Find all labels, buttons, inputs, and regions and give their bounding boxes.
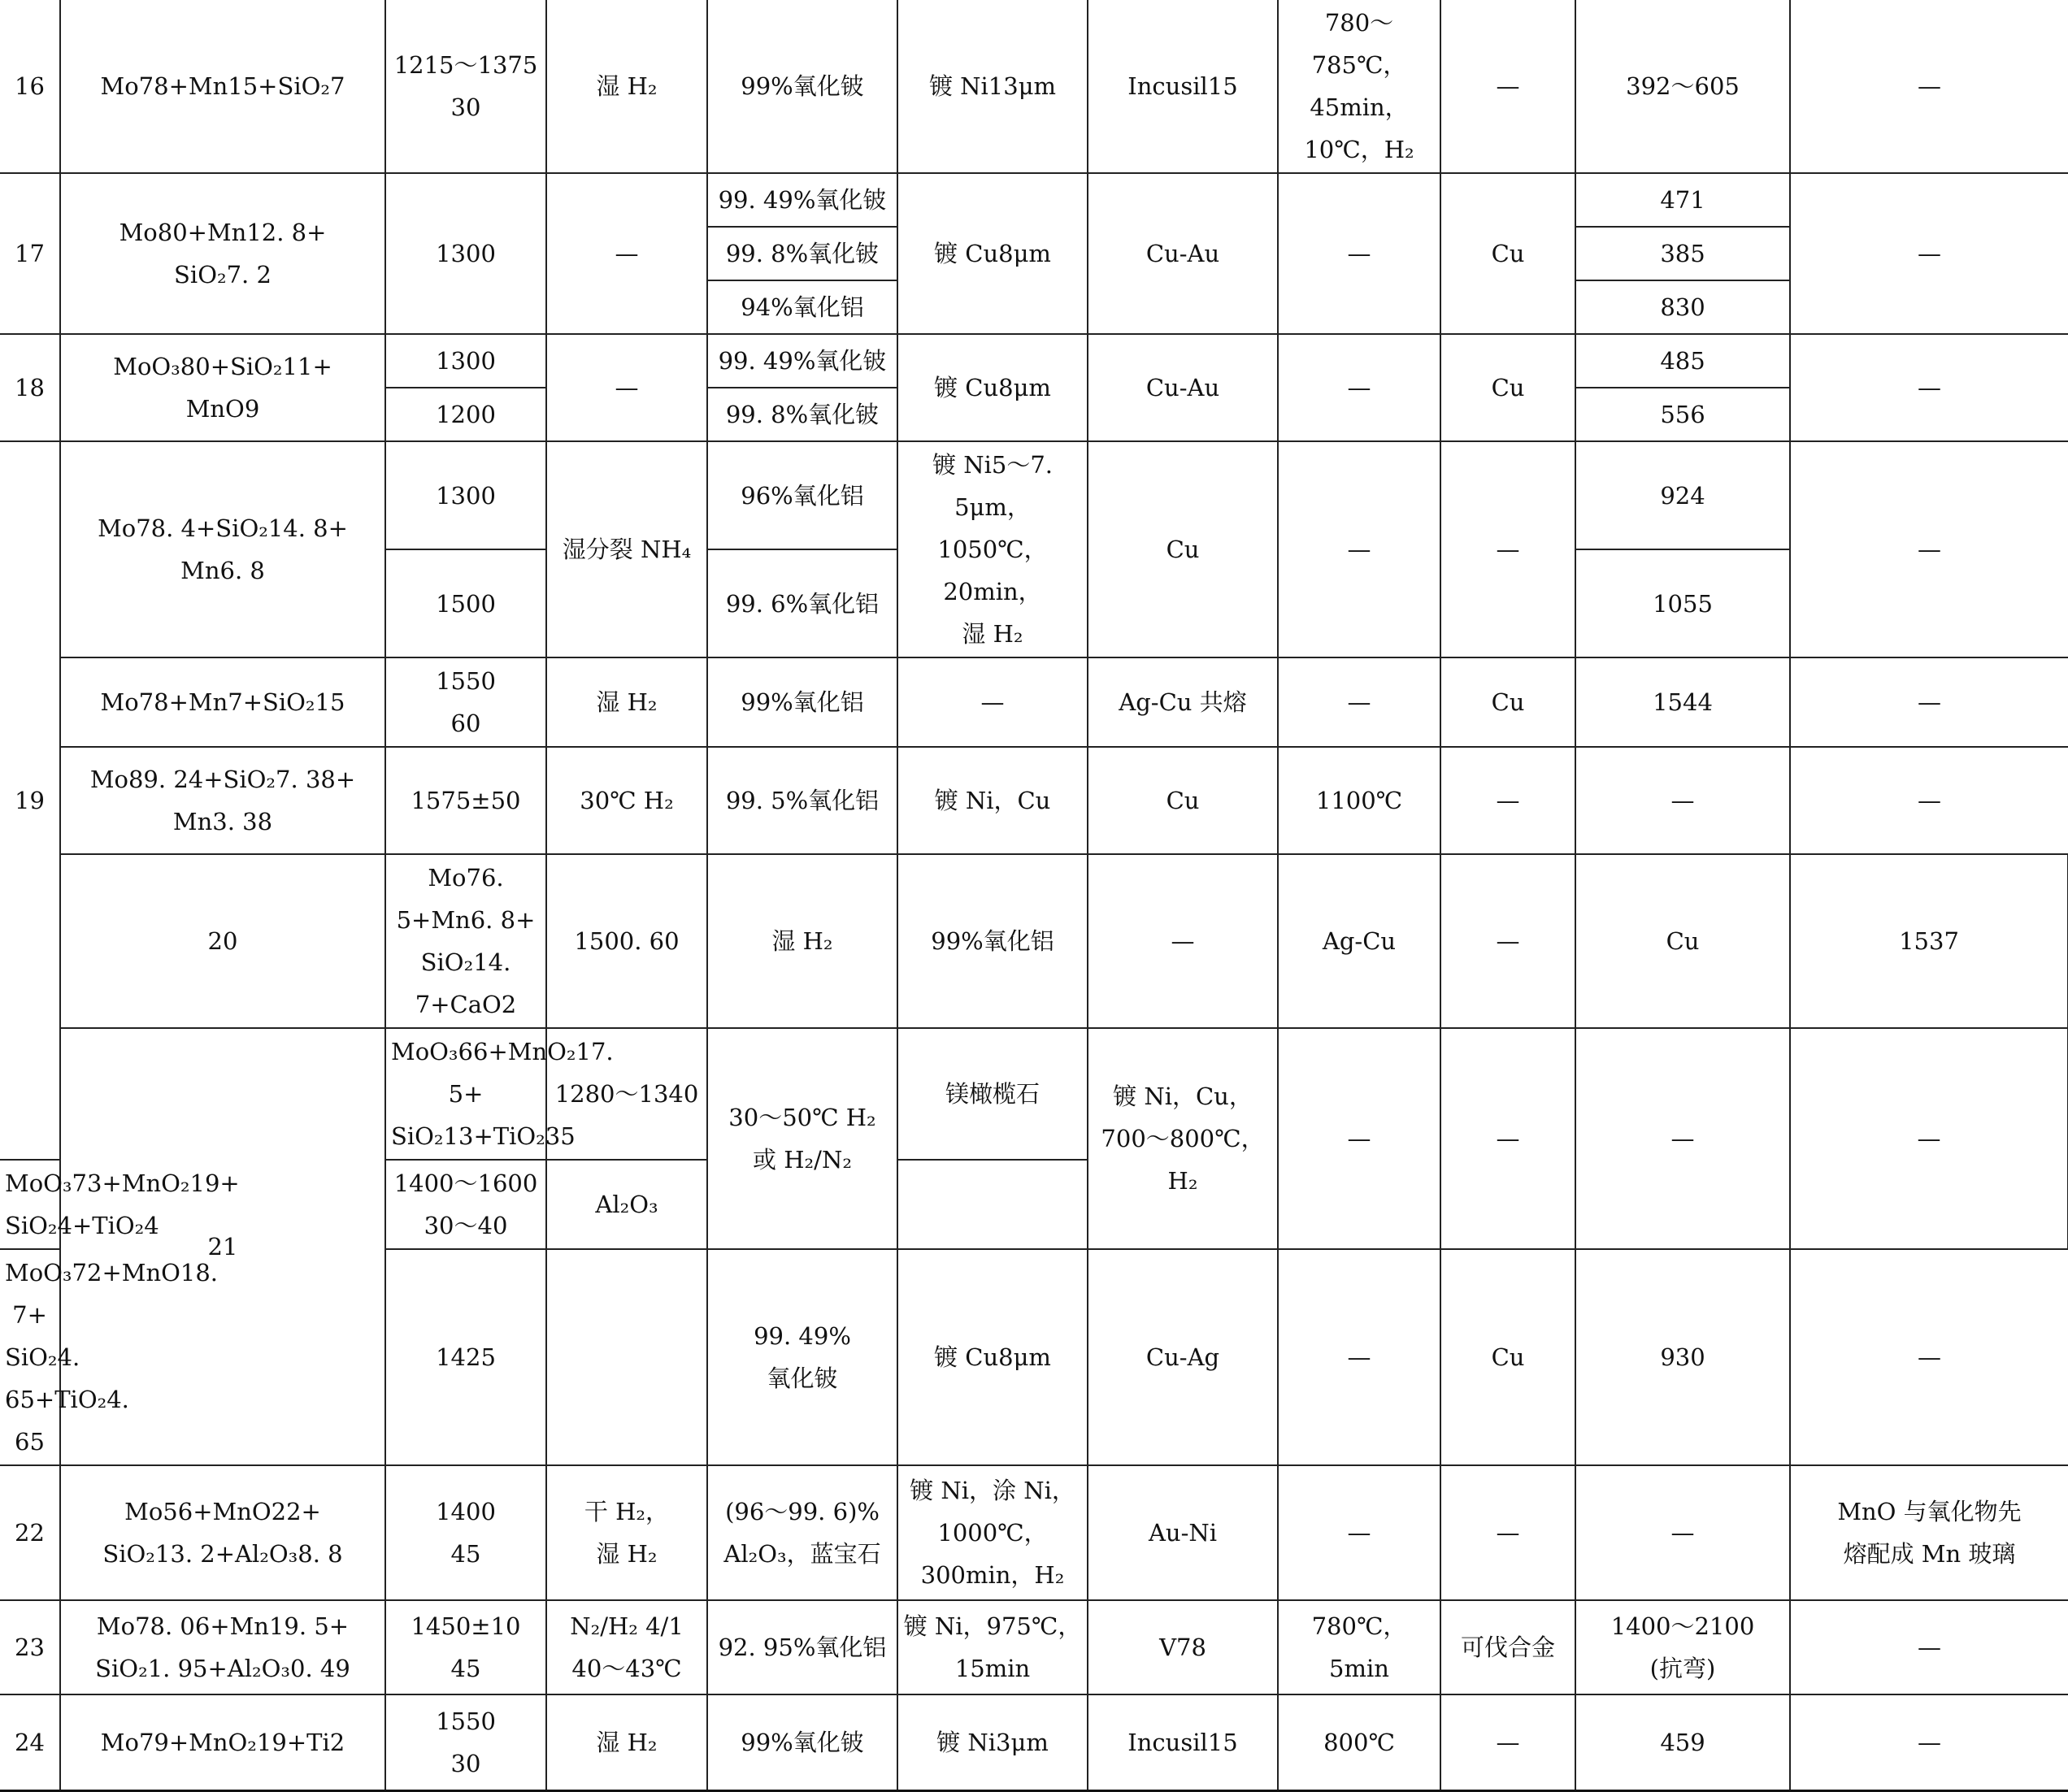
row-number: 24 xyxy=(0,1694,60,1790)
brazing-cell: — xyxy=(1440,1028,1575,1249)
ceramic-cell: (96～99. 6)% Al₂O₃，蓝宝石 xyxy=(707,1465,897,1600)
strength-cell: 1544 xyxy=(1575,657,1790,747)
interlayer-cell: Cu xyxy=(1575,854,1790,1028)
composition-cell: MoO₃80+SiO₂11+ MnO9 xyxy=(60,334,385,441)
table-row xyxy=(0,1600,2068,1694)
sinter-temp-cell: 1400 45 xyxy=(385,1465,546,1600)
sinter-temp-cell: 1450±10 45 xyxy=(385,1600,546,1694)
brazing-cell: 800℃ xyxy=(1278,1694,1440,1790)
table-row xyxy=(0,1465,2068,1600)
plating-cell: 镀 Ni，Cu xyxy=(897,747,1088,854)
strength-cell: — xyxy=(1575,747,1790,854)
strength-cell: — xyxy=(1575,1465,1790,1600)
strength-cell: 930 xyxy=(1575,1249,1790,1465)
ceramic-cell: 99. 49%氧化铍 xyxy=(707,173,897,227)
row-number: 19 xyxy=(0,441,60,1160)
sinter-temp-cell: 1200 xyxy=(385,388,546,441)
strength-cell: 830 xyxy=(1575,280,1790,334)
brazing-cell: 780℃， 5min xyxy=(1278,1600,1440,1694)
sinter-temp-cell: 1425 xyxy=(385,1249,546,1465)
strength-cell: — xyxy=(1790,1028,2068,1249)
composition-cell: MoO₃73+MnO₂19+ SiO₂4+TiO₂4 xyxy=(0,1160,60,1249)
interlayer-cell: Cu xyxy=(1440,334,1575,441)
atmosphere-cell: 湿分裂 NH₄ xyxy=(546,441,707,657)
plating-cell: 镀 Ni，涂 Ni， 1000℃， 300min，H₂ xyxy=(897,1465,1088,1600)
remark-cell: — xyxy=(1790,1600,2068,1694)
solder-cell: Ag-Cu 共熔 xyxy=(1088,657,1278,747)
row-number: 23 xyxy=(0,1600,60,1694)
ceramic-cell: 99. 49% 氧化铍 xyxy=(707,1249,897,1465)
plating-cell: 镀 Cu8μm xyxy=(897,1249,1088,1465)
ceramic-cell: 99. 8%氧化铍 xyxy=(707,227,897,280)
row-number: 18 xyxy=(0,334,60,441)
solder-cell: Au-Ni xyxy=(1088,1465,1278,1600)
composition-cell: Mo78+Mn15+SiO₂7 xyxy=(60,0,385,173)
sinter-temp-cell: 1300 xyxy=(385,334,546,388)
ceramic-cell: 96%氧化铝 xyxy=(707,441,897,549)
strength-cell: 556 xyxy=(1575,388,1790,441)
atmosphere-cell: 湿 H₂ xyxy=(707,854,897,1028)
strength-cell: 1400～2100 (抗弯) xyxy=(1575,1600,1790,1694)
composition-cell: Mo76. 5+Mn6. 8+ SiO₂14. 7+CaO2 xyxy=(385,854,546,1028)
plating-cell: 镀 Ni5～7. 5μm， 1050℃，20min， 湿 H₂ xyxy=(897,441,1088,657)
table-row xyxy=(0,854,2068,1028)
solder-cell: Cu-Ag xyxy=(1088,1249,1278,1465)
composition-cell: Mo89. 24+SiO₂7. 38+ Mn3. 38 xyxy=(60,747,385,854)
solder-cell: Incusil15 xyxy=(1088,0,1278,173)
composition-cell: MoO₃72+MnO18. 7+ SiO₂4. 65+TiO₂4. 65 xyxy=(0,1249,60,1465)
sinter-temp-cell: 1550 30 xyxy=(385,1694,546,1790)
atmosphere-cell: 干 H₂， 湿 H₂ xyxy=(546,1465,707,1600)
sinter-temp-cell: 1575±50 xyxy=(385,747,546,854)
row-number: 21 xyxy=(60,1028,385,1465)
sinter-temp-cell: 1500 xyxy=(385,549,546,657)
plating-cell: 镀 Cu8μm xyxy=(897,173,1088,334)
atmosphere-cell: 湿 H₂ xyxy=(546,1694,707,1790)
composition-cell: MoO₃66+MnO₂17. 5+ SiO₂13+TiO₂35 xyxy=(385,1028,546,1160)
brazing-cell: — xyxy=(1278,441,1440,657)
row-number: 17 xyxy=(0,173,60,334)
brazing-cell: — xyxy=(1278,1465,1440,1600)
solder-cell: Cu-Au xyxy=(1088,334,1278,441)
interlayer-cell: — xyxy=(1440,747,1575,854)
strength-cell: 1055 xyxy=(1575,549,1790,657)
ceramic-cell: 99. 8%氧化铍 xyxy=(707,388,897,441)
composition-cell: Mo78. 4+SiO₂14. 8+ Mn6. 8 xyxy=(60,441,385,657)
remark-cell: — xyxy=(1790,1249,2068,1465)
atmosphere-cell: 30～50℃ H₂ 或 H₂/N₂ xyxy=(707,1028,897,1249)
sinter-temp-cell: 1500. 60 xyxy=(546,854,707,1028)
plating-cell: 镀 Ni，975℃， 15min xyxy=(897,1600,1088,1694)
plating-cell: 镀 Ni13μm xyxy=(897,0,1088,173)
strength-cell: 385 xyxy=(1575,227,1790,280)
solder-cell: — xyxy=(1278,1028,1440,1249)
row-number: 16 xyxy=(0,0,60,173)
remark-cell: — xyxy=(1790,334,2068,441)
solder-cell: Cu xyxy=(1088,441,1278,657)
ceramic-cell: 99%氧化铝 xyxy=(897,854,1088,1028)
interlayer-cell: Cu xyxy=(1440,173,1575,334)
strength-cell: 924 xyxy=(1575,441,1790,549)
interlayer-cell: Cu xyxy=(1440,657,1575,747)
brazing-cell: — xyxy=(1278,657,1440,747)
interlayer-cell: — xyxy=(1440,1694,1575,1790)
remark-cell: — xyxy=(1790,657,2068,747)
plating-cell: — xyxy=(897,657,1088,747)
brazing-cell: — xyxy=(1278,1249,1440,1465)
interlayer-cell: — xyxy=(1575,1028,1790,1249)
brazing-cell: 780～785℃， 45min， 10℃，H₂ xyxy=(1278,0,1440,173)
brazing-cell: — xyxy=(1278,173,1440,334)
solder-cell: Cu-Au xyxy=(1088,173,1278,334)
solder-cell: Incusil15 xyxy=(1088,1694,1278,1790)
interlayer-cell: — xyxy=(1440,441,1575,657)
sinter-temp-cell: 1300 xyxy=(385,173,546,334)
table-row xyxy=(0,441,2068,549)
ceramic-cell: 99%氧化铍 xyxy=(707,1694,897,1790)
ceramic-cell: 99%氧化铍 xyxy=(707,0,897,173)
table-row xyxy=(0,747,2068,854)
table-row xyxy=(0,1694,2068,1790)
atmosphere-cell: — xyxy=(546,173,707,334)
ceramic-cell: 99. 5%氧化铝 xyxy=(707,747,897,854)
solder-cell: V78 xyxy=(1088,1600,1278,1694)
atmosphere-cell: — xyxy=(546,334,707,441)
composition-cell: Mo78. 06+Mn19. 5+ SiO₂1. 95+Al₂O₃0. 49 xyxy=(60,1600,385,1694)
atmosphere-cell: 湿 H₂ xyxy=(546,657,707,747)
interlayer-cell: Cu xyxy=(1440,1249,1575,1465)
ceramic-cell: 99. 49%氧化铍 xyxy=(707,334,897,388)
atmosphere-cell: 30℃ H₂ xyxy=(546,747,707,854)
ceramic-cell: 99. 6%氧化铝 xyxy=(707,549,897,657)
table-row xyxy=(0,173,2068,227)
solder-cell: Ag-Cu xyxy=(1278,854,1440,1028)
row-number: 20 xyxy=(60,854,385,1028)
remark-cell: — xyxy=(1790,747,2068,854)
brazing-cell: — xyxy=(1440,854,1575,1028)
interlayer-cell: — xyxy=(1440,0,1575,173)
remark-cell: — xyxy=(1790,0,2068,173)
ceramic-cell: 镁橄榄石 xyxy=(897,1028,1088,1160)
strength-cell: 459 xyxy=(1575,1694,1790,1790)
plating-cell: — xyxy=(1088,854,1278,1028)
sinter-temp-cell: 1550 60 xyxy=(385,657,546,747)
composition-cell: Mo79+MnO₂19+Ti2 xyxy=(60,1694,385,1790)
ceramic-cell: Al₂O₃ xyxy=(546,1160,707,1249)
plating-cell: 镀 Cu8μm xyxy=(897,334,1088,441)
sinter-temp-cell: 1400～1600 30～40 xyxy=(385,1160,546,1249)
table-row xyxy=(0,1028,2068,1160)
sinter-temp-cell: 1280～1340 xyxy=(546,1028,707,1160)
composition-cell: Mo56+MnO22+ SiO₂13. 2+Al₂O₃8. 8 xyxy=(60,1465,385,1600)
plating-cell: 镀 Ni3μm xyxy=(897,1694,1088,1790)
table-row xyxy=(0,334,2068,388)
strength-cell: 471 xyxy=(1575,173,1790,227)
brazing-cell: 1100℃ xyxy=(1278,747,1440,854)
strength-cell: 1537 xyxy=(1790,854,2068,1028)
ceramic-cell: 99%氧化铝 xyxy=(707,657,897,747)
brazing-cell: — xyxy=(1278,334,1440,441)
composition-cell: Mo80+Mn12. 8+ SiO₂7. 2 xyxy=(60,173,385,334)
composition-cell: Mo78+Mn7+SiO₂15 xyxy=(60,657,385,747)
ceramic-cell: 94%氧化铝 xyxy=(707,280,897,334)
remark-cell: MnO 与氧化物先 熔配成 Mn 玻璃 xyxy=(1790,1465,2068,1600)
table-row xyxy=(0,0,2068,173)
interlayer-cell: 可伐合金 xyxy=(1440,1600,1575,1694)
strength-cell: 392～605 xyxy=(1575,0,1790,173)
solder-cell: Cu xyxy=(1088,747,1278,854)
table-row xyxy=(0,657,2068,747)
interlayer-cell: — xyxy=(1440,1465,1575,1600)
atmosphere-cell xyxy=(546,1249,707,1465)
row-number: 22 xyxy=(0,1465,60,1600)
remark-cell: — xyxy=(1790,173,2068,334)
atmosphere-cell: N₂/H₂ 4/1 40～43℃ xyxy=(546,1600,707,1694)
ceramic-cell: 92. 95%氧化铝 xyxy=(707,1600,897,1694)
remark-cell: — xyxy=(1790,441,2068,657)
atmosphere-cell: 湿 H₂ xyxy=(546,0,707,173)
remark-cell: — xyxy=(1790,1694,2068,1790)
plating-cell: 镀 Ni，Cu， 700～800℃， H₂ xyxy=(1088,1028,1278,1249)
sinter-temp-cell: 1215～1375 30 xyxy=(385,0,546,173)
sinter-temp-cell: 1300 xyxy=(385,441,546,549)
strength-cell: 485 xyxy=(1575,334,1790,388)
